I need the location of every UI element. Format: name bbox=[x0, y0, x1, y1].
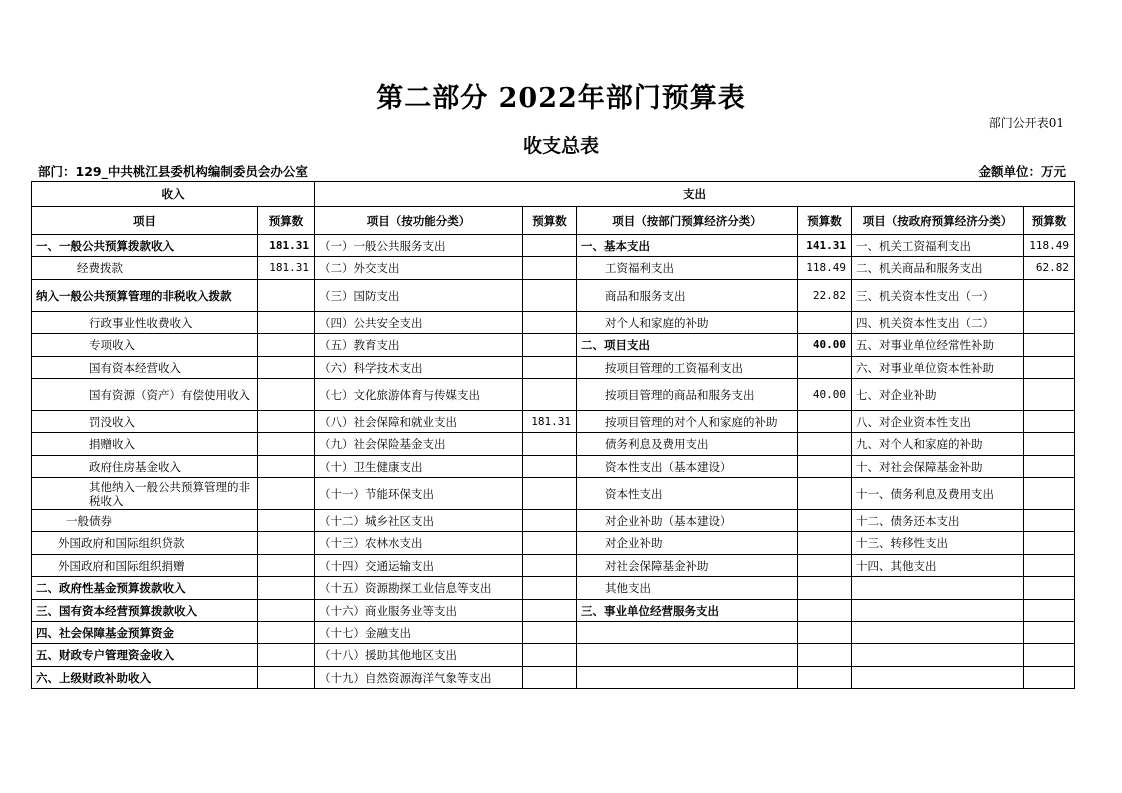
income-budget-cell bbox=[258, 433, 315, 456]
table-row bbox=[32, 532, 1075, 555]
dept-econ-item-cell: 资本性支出 bbox=[577, 478, 798, 510]
income-budget-cell bbox=[258, 411, 315, 433]
income-budget-cell bbox=[258, 379, 315, 411]
func-budget-cell bbox=[523, 478, 577, 510]
dept-econ-item-cell: 债务利息及费用支出 bbox=[577, 433, 798, 456]
table-row bbox=[32, 667, 1075, 689]
gov-econ-item-cell: 十、对社会保障基金补助 bbox=[852, 456, 1024, 478]
dept-econ-budget-cell bbox=[798, 357, 852, 379]
dept-econ-item-cell: 对企业补助 bbox=[577, 532, 798, 555]
func-budget-cell bbox=[523, 600, 577, 622]
dept-econ-item-cell: 资本性支出（基本建设） bbox=[577, 456, 798, 478]
gov-econ-item-cell: 八、对企业资本性支出 bbox=[852, 411, 1024, 433]
gov-econ-item-cell bbox=[852, 622, 1024, 644]
income-item-cell: 政府住房基金收入 bbox=[32, 456, 258, 478]
gov-econ-item-header: 项目（按政府预算经济分类） bbox=[852, 207, 1024, 235]
income-item-cell: 专项收入 bbox=[32, 334, 258, 357]
dept-econ-item-cell: 其他支出 bbox=[577, 577, 798, 600]
income-item-cell: 纳入一般公共预算管理的非税收入拨款 bbox=[32, 280, 258, 312]
gov-econ-budget-cell bbox=[1024, 357, 1075, 379]
func-item-cell: （十二）城乡社区支出 bbox=[315, 510, 523, 532]
income-item-cell: 二、政府性基金预算拨款收入 bbox=[32, 577, 258, 600]
table-subtitle: 收支总表 bbox=[522, 135, 599, 157]
table-row bbox=[32, 600, 1075, 622]
dept-econ-budget-cell bbox=[798, 312, 852, 334]
gov-econ-item-cell: 三、机关资本性支出（一） bbox=[852, 280, 1024, 312]
dept-econ-item-cell: 三、事业单位经营服务支出 bbox=[577, 600, 798, 622]
income-item-header: 项目 bbox=[32, 207, 258, 235]
table-row bbox=[32, 411, 1075, 433]
gov-econ-budget-cell bbox=[1024, 334, 1075, 357]
func-item-header: 项目（按功能分类） bbox=[315, 207, 523, 235]
gov-econ-budget-cell bbox=[1024, 312, 1075, 334]
dept-econ-budget-cell: 40.00 bbox=[798, 334, 852, 357]
income-budget-cell bbox=[258, 555, 315, 577]
dept-econ-item-cell: 二、项目支出 bbox=[577, 334, 798, 357]
expenditure-header: 支出 bbox=[315, 182, 1075, 207]
income-item-cell: 经费拨款 bbox=[32, 257, 258, 280]
func-item-cell: （四）公共安全支出 bbox=[315, 312, 523, 334]
func-budget-cell bbox=[523, 577, 577, 600]
income-item-cell: 三、国有资本经营预算拨款收入 bbox=[32, 600, 258, 622]
dept-econ-item-cell: 对个人和家庭的补助 bbox=[577, 312, 798, 334]
income-header: 收入 bbox=[32, 182, 315, 207]
gov-econ-item-cell: 二、机关商品和服务支出 bbox=[852, 257, 1024, 280]
dept-econ-budget-cell: 141.31 bbox=[798, 235, 852, 257]
func-budget-cell bbox=[523, 357, 577, 379]
dept-econ-item-cell bbox=[577, 667, 798, 689]
dept-econ-item-cell: 商品和服务支出 bbox=[577, 280, 798, 312]
dept-econ-item-cell bbox=[577, 644, 798, 667]
income-item-cell: 国有资源（资产）有偿使用收入 bbox=[32, 379, 258, 411]
gov-econ-item-cell bbox=[852, 600, 1024, 622]
func-budget-cell bbox=[523, 510, 577, 532]
table-row bbox=[32, 334, 1075, 357]
dept-econ-item-cell: 按项目管理的对个人和家庭的补助 bbox=[577, 411, 798, 433]
income-item-cell: 其他纳入一般公共预算管理的非税收入 bbox=[32, 478, 258, 510]
func-item-cell: （十七）金融支出 bbox=[315, 622, 523, 644]
dept-econ-item-cell: 对社会保障基金补助 bbox=[577, 555, 798, 577]
gov-econ-item-cell: 四、机关资本性支出（二） bbox=[852, 312, 1024, 334]
income-item-cell: 六、上级财政补助收入 bbox=[32, 667, 258, 689]
gov-econ-item-cell bbox=[852, 577, 1024, 600]
header-row-top bbox=[32, 182, 1075, 207]
gov-econ-item-cell bbox=[852, 644, 1024, 667]
func-budget-cell bbox=[523, 555, 577, 577]
dept-econ-budget-cell bbox=[798, 478, 852, 510]
income-budget-cell: 181.31 bbox=[258, 257, 315, 280]
dept-econ-budget-cell bbox=[798, 622, 852, 644]
income-budget-cell bbox=[258, 577, 315, 600]
dept-econ-item-header: 项目（按部门预算经济分类） bbox=[577, 207, 798, 235]
gov-econ-budget-cell bbox=[1024, 555, 1075, 577]
dept-econ-budget-cell bbox=[798, 667, 852, 689]
func-budget-cell: 181.31 bbox=[523, 411, 577, 433]
func-budget-cell bbox=[523, 334, 577, 357]
table-row bbox=[32, 312, 1075, 334]
dept-econ-budget-cell bbox=[798, 555, 852, 577]
table-row bbox=[32, 433, 1075, 456]
func-item-cell: （十八）援助其他地区支出 bbox=[315, 644, 523, 667]
func-item-cell: （五）教育支出 bbox=[315, 334, 523, 357]
func-budget-cell bbox=[523, 532, 577, 555]
table-row bbox=[32, 235, 1075, 257]
table-row bbox=[32, 257, 1075, 280]
dept-econ-item-cell bbox=[577, 622, 798, 644]
dept-econ-budget-cell bbox=[798, 577, 852, 600]
income-item-cell: 五、财政专户管理资金收入 bbox=[32, 644, 258, 667]
dept-econ-budget-cell bbox=[798, 510, 852, 532]
func-item-cell: （二）外交支出 bbox=[315, 257, 523, 280]
table-row bbox=[32, 644, 1075, 667]
gov-econ-budget-cell bbox=[1024, 411, 1075, 433]
gov-econ-budget-cell bbox=[1024, 379, 1075, 411]
dept-econ-item-cell: 按项目管理的工资福利支出 bbox=[577, 357, 798, 379]
gov-econ-budget-cell bbox=[1024, 532, 1075, 555]
page-title: 第二部分 2022年部门预算表 bbox=[376, 83, 746, 114]
income-item-cell: 国有资本经营收入 bbox=[32, 357, 258, 379]
income-item-cell: 四、社会保障基金预算资金 bbox=[32, 622, 258, 644]
income-budget-cell bbox=[258, 667, 315, 689]
table-row bbox=[32, 510, 1075, 532]
dept-econ-item-cell: 对企业补助（基本建设） bbox=[577, 510, 798, 532]
income-budget-cell bbox=[258, 357, 315, 379]
func-item-cell: （十六）商业服务业等支出 bbox=[315, 600, 523, 622]
gov-econ-item-cell: 五、对事业单位经常性补助 bbox=[852, 334, 1024, 357]
func-budget-cell bbox=[523, 312, 577, 334]
table-row bbox=[32, 555, 1075, 577]
func-budget-cell bbox=[523, 667, 577, 689]
func-budget-cell bbox=[523, 644, 577, 667]
income-budget-cell bbox=[258, 456, 315, 478]
gov-econ-budget-cell: 118.49 bbox=[1024, 235, 1075, 257]
department-label: 部门：129_中共桃江县委机构编制委员会办公室 bbox=[38, 164, 308, 179]
income-budget-cell bbox=[258, 532, 315, 555]
dept-econ-budget-cell bbox=[798, 456, 852, 478]
table-row bbox=[32, 357, 1075, 379]
income-budget-header: 预算数 bbox=[258, 207, 315, 235]
func-item-cell: （七）文化旅游体育与传媒支出 bbox=[315, 379, 523, 411]
dept-econ-budget-cell bbox=[798, 411, 852, 433]
gov-econ-budget-cell: 62.82 bbox=[1024, 257, 1075, 280]
dept-econ-item-cell: 按项目管理的商品和服务支出 bbox=[577, 379, 798, 411]
dept-econ-budget-cell bbox=[798, 532, 852, 555]
table-code: 部门公开表01 bbox=[988, 116, 1064, 130]
func-budget-header: 预算数 bbox=[523, 207, 577, 235]
gov-econ-item-cell: 九、对个人和家庭的补助 bbox=[852, 433, 1024, 456]
budget-table bbox=[31, 181, 1075, 689]
table-row bbox=[32, 622, 1075, 644]
income-budget-cell bbox=[258, 622, 315, 644]
dept-econ-budget-cell: 22.82 bbox=[798, 280, 852, 312]
table-row bbox=[32, 577, 1075, 600]
income-budget-cell: 181.31 bbox=[258, 235, 315, 257]
income-budget-cell bbox=[258, 334, 315, 357]
header-row-sub bbox=[32, 207, 1075, 235]
func-budget-cell bbox=[523, 456, 577, 478]
gov-econ-budget-cell bbox=[1024, 600, 1075, 622]
gov-econ-item-cell bbox=[852, 667, 1024, 689]
income-item-cell: 外国政府和国际组织贷款 bbox=[32, 532, 258, 555]
dept-econ-item-cell: 工资福利支出 bbox=[577, 257, 798, 280]
income-budget-cell bbox=[258, 510, 315, 532]
func-item-cell: （十九）自然资源海洋气象等支出 bbox=[315, 667, 523, 689]
gov-econ-budget-header: 预算数 bbox=[1024, 207, 1075, 235]
income-item-cell: 一般债券 bbox=[32, 510, 258, 532]
income-item-cell: 一、一般公共预算拨款收入 bbox=[32, 235, 258, 257]
gov-econ-item-cell: 一、机关工资福利支出 bbox=[852, 235, 1024, 257]
gov-econ-budget-cell bbox=[1024, 433, 1075, 456]
func-item-cell: （十）卫生健康支出 bbox=[315, 456, 523, 478]
gov-econ-budget-cell bbox=[1024, 577, 1075, 600]
gov-econ-item-cell: 十二、债务还本支出 bbox=[852, 510, 1024, 532]
gov-econ-budget-cell bbox=[1024, 644, 1075, 667]
table-row bbox=[32, 280, 1075, 312]
gov-econ-item-cell: 七、对企业补助 bbox=[852, 379, 1024, 411]
func-budget-cell bbox=[523, 622, 577, 644]
func-item-cell: （一）一般公共服务支出 bbox=[315, 235, 523, 257]
gov-econ-budget-cell bbox=[1024, 667, 1075, 689]
gov-econ-budget-cell bbox=[1024, 510, 1075, 532]
func-item-cell: （十五）资源勘探工业信息等支出 bbox=[315, 577, 523, 600]
func-budget-cell bbox=[523, 280, 577, 312]
gov-econ-item-cell: 十三、转移性支出 bbox=[852, 532, 1024, 555]
func-item-cell: （三）国防支出 bbox=[315, 280, 523, 312]
func-budget-cell bbox=[523, 379, 577, 411]
table-row bbox=[32, 478, 1075, 510]
func-item-cell: （十四）交通运输支出 bbox=[315, 555, 523, 577]
gov-econ-budget-cell bbox=[1024, 456, 1075, 478]
dept-econ-budget-header: 预算数 bbox=[798, 207, 852, 235]
func-budget-cell bbox=[523, 257, 577, 280]
income-item-cell: 外国政府和国际组织捐赠 bbox=[32, 555, 258, 577]
income-item-cell: 行政事业性收费收入 bbox=[32, 312, 258, 334]
func-budget-cell bbox=[523, 235, 577, 257]
income-budget-cell bbox=[258, 600, 315, 622]
func-item-cell: （十三）农林水支出 bbox=[315, 532, 523, 555]
func-item-cell: （六）科学技术支出 bbox=[315, 357, 523, 379]
income-budget-cell bbox=[258, 280, 315, 312]
income-item-cell: 罚没收入 bbox=[32, 411, 258, 433]
income-budget-cell bbox=[258, 478, 315, 510]
func-item-cell: （九）社会保险基金支出 bbox=[315, 433, 523, 456]
income-budget-cell bbox=[258, 644, 315, 667]
dept-econ-budget-cell bbox=[798, 600, 852, 622]
unit-label: 金额单位：万元 bbox=[978, 164, 1066, 179]
gov-econ-item-cell: 六、对事业单位资本性补助 bbox=[852, 357, 1024, 379]
func-budget-cell bbox=[523, 433, 577, 456]
income-item-cell: 捐赠收入 bbox=[32, 433, 258, 456]
dept-econ-budget-cell bbox=[798, 433, 852, 456]
gov-econ-budget-cell bbox=[1024, 478, 1075, 510]
table-row bbox=[32, 379, 1075, 411]
dept-econ-item-cell: 一、基本支出 bbox=[577, 235, 798, 257]
gov-econ-budget-cell bbox=[1024, 622, 1075, 644]
dept-econ-budget-cell bbox=[798, 644, 852, 667]
table-row bbox=[32, 456, 1075, 478]
gov-econ-budget-cell bbox=[1024, 280, 1075, 312]
gov-econ-item-cell: 十一、债务利息及费用支出 bbox=[852, 478, 1024, 510]
func-item-cell: （八）社会保障和就业支出 bbox=[315, 411, 523, 433]
gov-econ-item-cell: 十四、其他支出 bbox=[852, 555, 1024, 577]
income-budget-cell bbox=[258, 312, 315, 334]
dept-econ-budget-cell: 118.49 bbox=[798, 257, 852, 280]
dept-econ-budget-cell: 40.00 bbox=[798, 379, 852, 411]
func-item-cell: （十一）节能环保支出 bbox=[315, 478, 523, 510]
